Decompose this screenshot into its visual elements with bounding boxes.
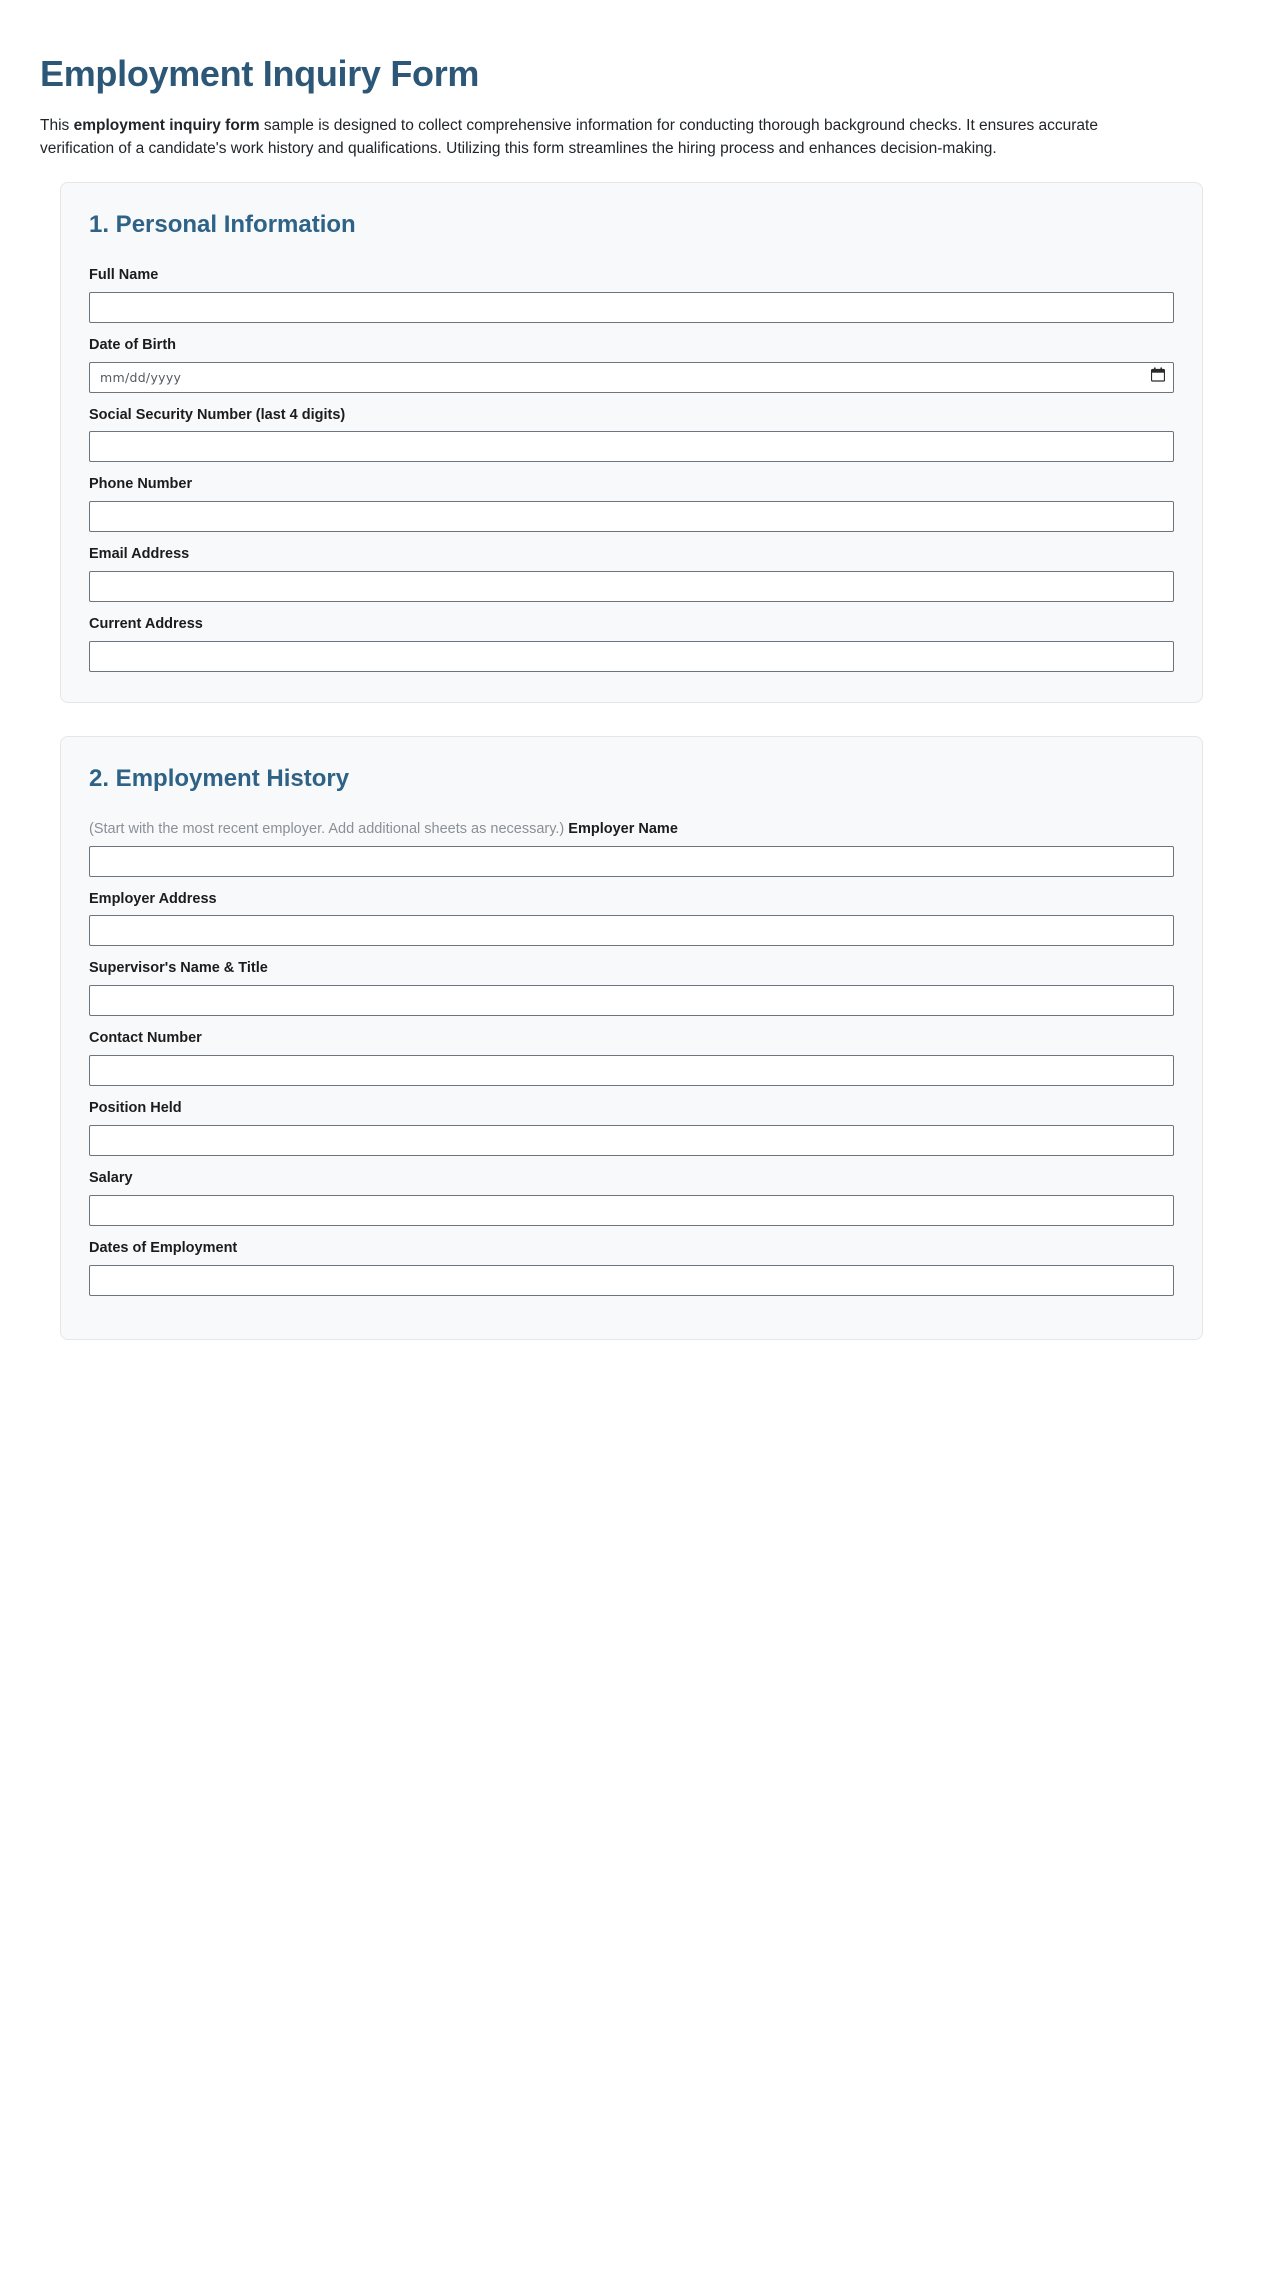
field-employer-name xyxy=(89,820,1174,877)
page-title: Employment Inquiry Form xyxy=(40,53,480,94)
label-employer-name xyxy=(89,820,1174,839)
field-dates-of-employment xyxy=(89,1239,1174,1296)
label-current-address: Current Address xyxy=(89,616,203,633)
input-dates-of-employment[interactable] xyxy=(89,1265,1174,1296)
field-ssn-last-4 xyxy=(89,406,1174,463)
section-employment-history xyxy=(60,736,1203,1340)
label-salary: Salary xyxy=(89,1170,133,1186)
field-contact-number xyxy=(89,1029,1174,1086)
input-position-held[interactable] xyxy=(89,1125,1174,1156)
label-employer-address: Employer Address xyxy=(89,890,217,907)
input-salary[interactable] xyxy=(89,1195,1174,1226)
intro-prefix: This xyxy=(40,117,74,135)
field-date-of-birth xyxy=(89,336,1174,393)
section-personal-information xyxy=(60,182,1203,703)
label-position-held: Position Held xyxy=(89,1100,182,1117)
intro-paragraph xyxy=(0,95,1180,160)
label-dates-of-employment: Dates of Employment xyxy=(89,1239,238,1256)
field-employer-address xyxy=(89,890,1174,947)
date-placeholder: mm/dd/yyyy xyxy=(100,369,182,385)
header-spacer xyxy=(0,160,1263,182)
field-supervisor-name-title xyxy=(89,959,1174,1016)
input-ssn-last-4[interactable] xyxy=(89,431,1174,462)
section-2-heading: 2. Employment History xyxy=(89,764,350,792)
label-contact-number: Contact Number xyxy=(89,1030,202,1047)
label-ssn-last-4: Social Security Number (last 4 digits) xyxy=(89,406,346,423)
input-employer-address[interactable] xyxy=(89,915,1174,946)
label-date-of-birth: Date of Birth xyxy=(89,336,176,353)
field-position-held xyxy=(89,1099,1174,1156)
field-salary xyxy=(89,1169,1174,1226)
field-phone-number xyxy=(89,475,1174,532)
input-current-address[interactable] xyxy=(89,641,1174,672)
input-supervisor-name-title[interactable] xyxy=(89,985,1174,1016)
input-date-of-birth[interactable] xyxy=(89,362,1174,393)
label-employer-name-text: Employer Name xyxy=(568,820,678,837)
employment-history-note: (Start with the most recent employer. Add additional sheets as necessary.) xyxy=(89,820,565,837)
input-email-address[interactable] xyxy=(89,571,1174,602)
intro-bold-term: employment inquiry form xyxy=(73,117,260,135)
section-1-heading: 1. Personal Information xyxy=(89,211,356,239)
input-full-name[interactable] xyxy=(89,292,1174,323)
input-employer-name[interactable] xyxy=(89,846,1174,877)
input-contact-number[interactable] xyxy=(89,1055,1174,1086)
intro-rest: sample is designed to collect comprehensive information for conducting thorough background checks. It ensures accurate verification of a candidate's work history and qualifications. Utilizing this form streamlines the hiring process and enhances decision-making. xyxy=(40,117,1098,157)
label-supervisor-name-title: Supervisor's Name & Title xyxy=(89,960,268,977)
calendar-icon[interactable] xyxy=(1151,367,1165,387)
field-current-address xyxy=(89,615,1174,672)
input-phone-number[interactable] xyxy=(89,501,1174,532)
label-email-address: Email Address xyxy=(89,546,190,563)
label-full-name: Full Name xyxy=(89,266,159,283)
label-phone-number: Phone Number xyxy=(89,476,193,493)
field-full-name xyxy=(89,266,1174,323)
field-email-address xyxy=(89,545,1174,602)
